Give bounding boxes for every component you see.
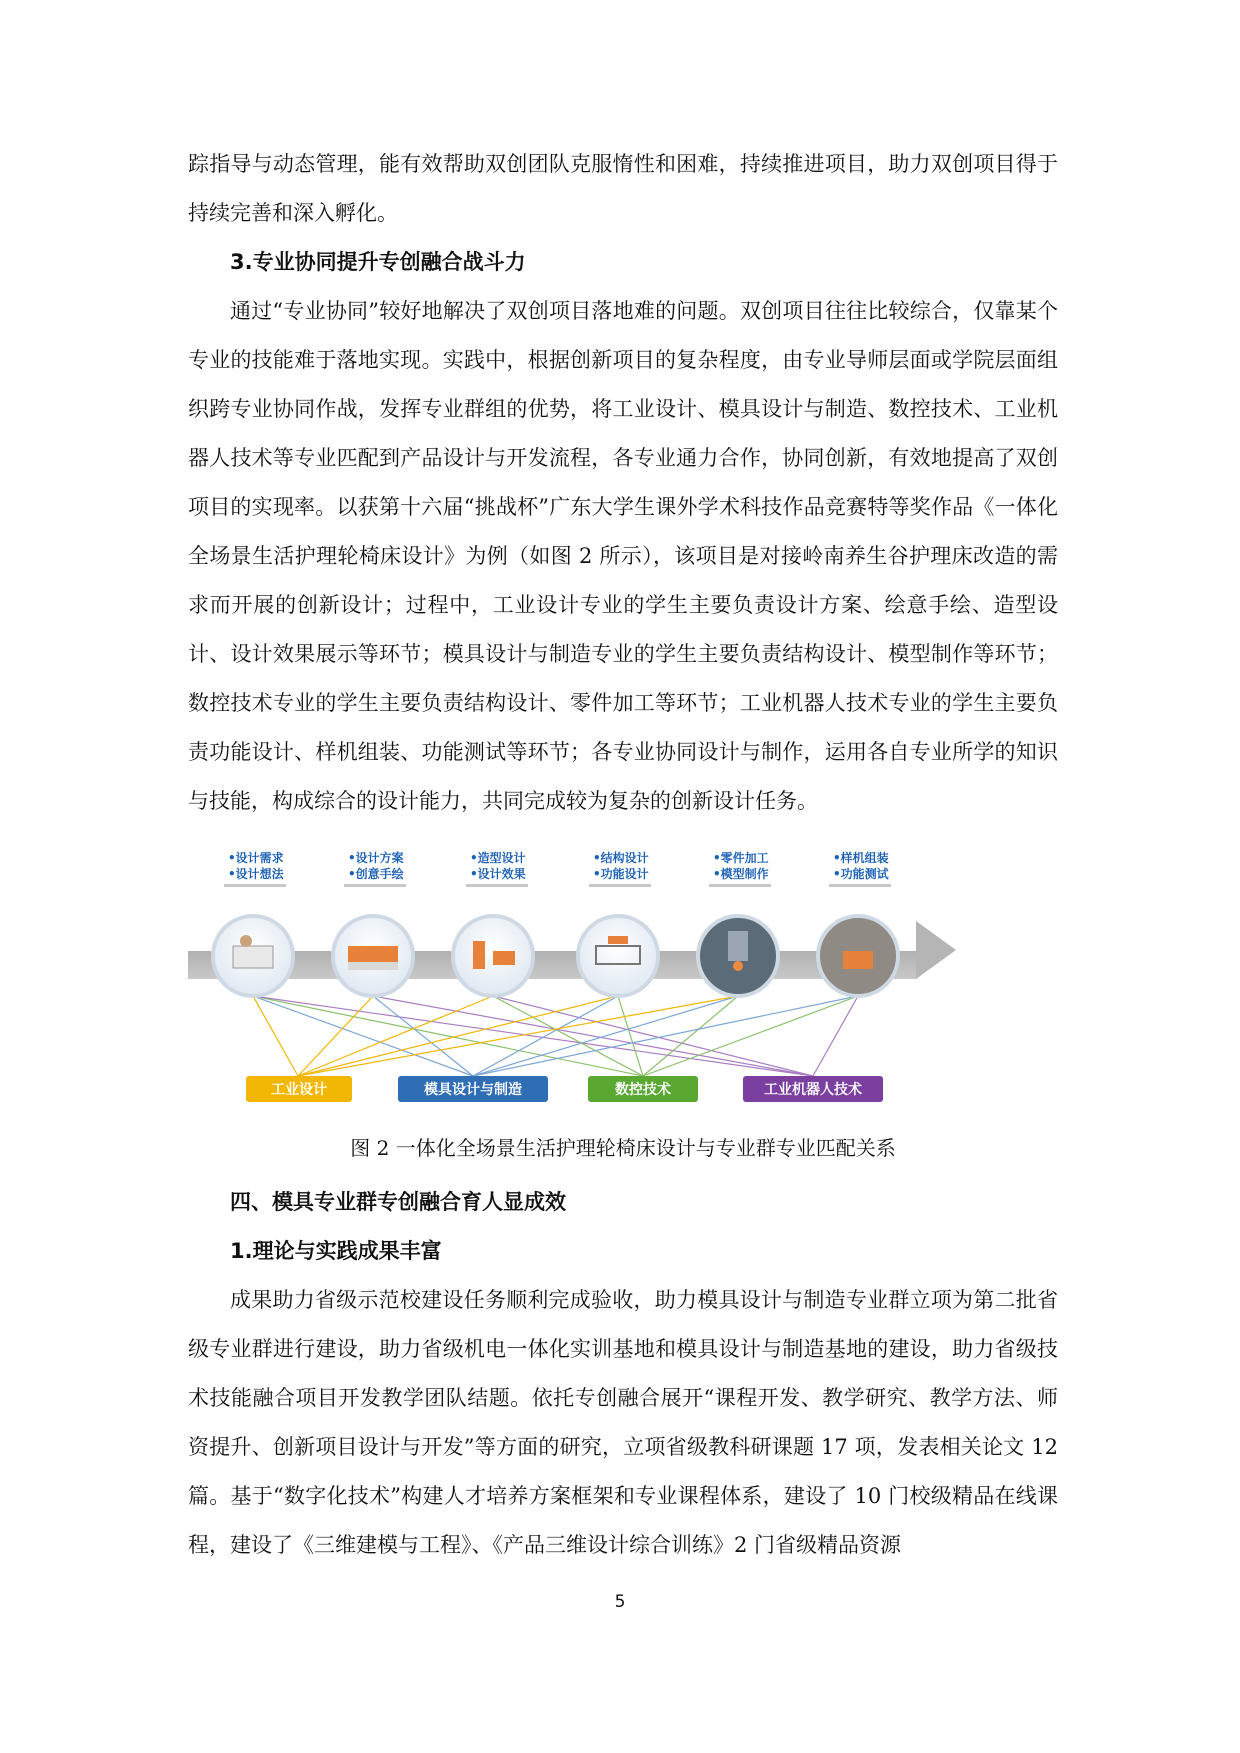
major-industrial-robot — [743, 1076, 883, 1102]
major-industrial-design — [246, 1076, 352, 1102]
figure-2-diagram — [188, 846, 1058, 1116]
stage-5-line2: •模型制作 — [713, 867, 769, 881]
stage-4-line1: •结构设计 — [593, 851, 649, 865]
stage-3-line2: •设计效果 — [470, 867, 526, 881]
lower-text-block — [188, 1178, 1058, 1570]
stage-4 — [578, 850, 658, 996]
stage-4-photo — [578, 916, 658, 996]
stage-6-line2: •功能测试 — [833, 867, 889, 881]
section-3-paragraph: 通过“专业协同”较好地解决了双创项目落地难的问题。双创项目往往比较综合，仅靠某个专业的技能难于落地实现。实践中，根据创新项目的复杂程度，由专业导师层面或学院层面组织跨专业协同作战，发挥专业群组的优势，将工业设计、模具设计与制造、数控技术、工业机器人技术等专业匹配到产品设计与开发流程，各专业通力合作，协同创新，有效地提高了双创项目的实现率。以获第十六届“挑战杯”广东大学生课外学术科技作品竞赛特等奖作品《一体化全场景生活护理轮椅床设计》为例（如图 2 所示），该项目是对接岭南养生谷护理床改造的需求而开展的创新设计；过程中，工业设计专业的学生主要负责设计方案、绘意手绘、造型设计、设计效果展示等环节；模具设计与制造专业的学生主要负责结构设计、模型制作等环节；数控技术专业的学生主要负责结构设计、零件加工等环节；工业机器人技术专业的学生主要负责功能设计、样机组装、功能测试等环节；各专业协同设计与制作，运用各自专业所学的知识与技能，构成综合的设计能力，共同完成较为复杂的创新设计任务。 — [188, 299, 1058, 813]
major-3-label: 数控技术 — [615, 1082, 671, 1098]
connection-lines — [253, 996, 858, 1076]
page-number: 5 — [614, 1592, 626, 1612]
stage-1-line2: •设计想法 — [228, 867, 284, 881]
stage-6-line1: •样机组装 — [833, 851, 889, 865]
stage-1 — [213, 850, 293, 996]
stage-3 — [453, 850, 533, 996]
stage-5 — [698, 850, 778, 996]
section-4-heading: 四、模具专业群专创融合育人显成效 — [230, 1190, 566, 1214]
stage-6 — [818, 850, 898, 996]
major-cnc-technology — [588, 1076, 698, 1102]
stage-4-line2: •功能设计 — [593, 867, 649, 881]
major-2-label: 模具设计与制造 — [424, 1082, 522, 1098]
figure-2 — [188, 846, 1058, 1116]
major-4-label: 工业机器人技术 — [764, 1082, 862, 1098]
stage-3-line1: •造型设计 — [470, 851, 526, 865]
stage-2-line1: •设计方案 — [348, 851, 404, 865]
section-4-1-heading: 1.理论与实践成果丰富 — [230, 1239, 442, 1263]
stage-1-line1: •设计需求 — [228, 851, 284, 865]
stage-2 — [333, 850, 413, 996]
upper-text-block — [188, 140, 1058, 826]
arrow-head — [916, 921, 956, 979]
section-3-heading: 3.专业协同提升专创融合战斗力 — [230, 250, 526, 274]
stage-5-line1: •零件加工 — [713, 851, 769, 865]
figure-2-caption: 图 2 一体化全场景生活护理轮椅床设计与专业群专业匹配关系 — [350, 1136, 896, 1160]
major-1-label: 工业设计 — [271, 1082, 327, 1098]
continued-paragraph: 踪指导与动态管理，能有效帮助双创团队克服惰性和困难，持续推进项目，助力双创项目得于持续完善和深入孵化。 — [188, 152, 1058, 225]
section-4-1-paragraph: 成果助力省级示范校建设任务顺利完成验收，助力模具设计与制造专业群立项为第二批省级专业群进行建设，助力省级机电一体化实训基地和模具设计与制造基地的建设，助力省级技术技能融合项目开发教学团队结题。依托专创融合展开“课程开发、教学研究、教学方法、师资提升、创新项目设计与开发”等方面的研究，立项省级教科研课题 17 项，发表相关论文 12 篇。基于“数字化技术”构建人才培养方案框架和专业课程体系，建设了 10 门校级精品在线课程，建设了《三维建模与工程》、《产品三维设计综合训练》2 门省级精品资源 — [188, 1288, 1058, 1557]
stage-2-line2: •创意手绘 — [348, 867, 404, 881]
major-mold-design — [398, 1076, 548, 1102]
